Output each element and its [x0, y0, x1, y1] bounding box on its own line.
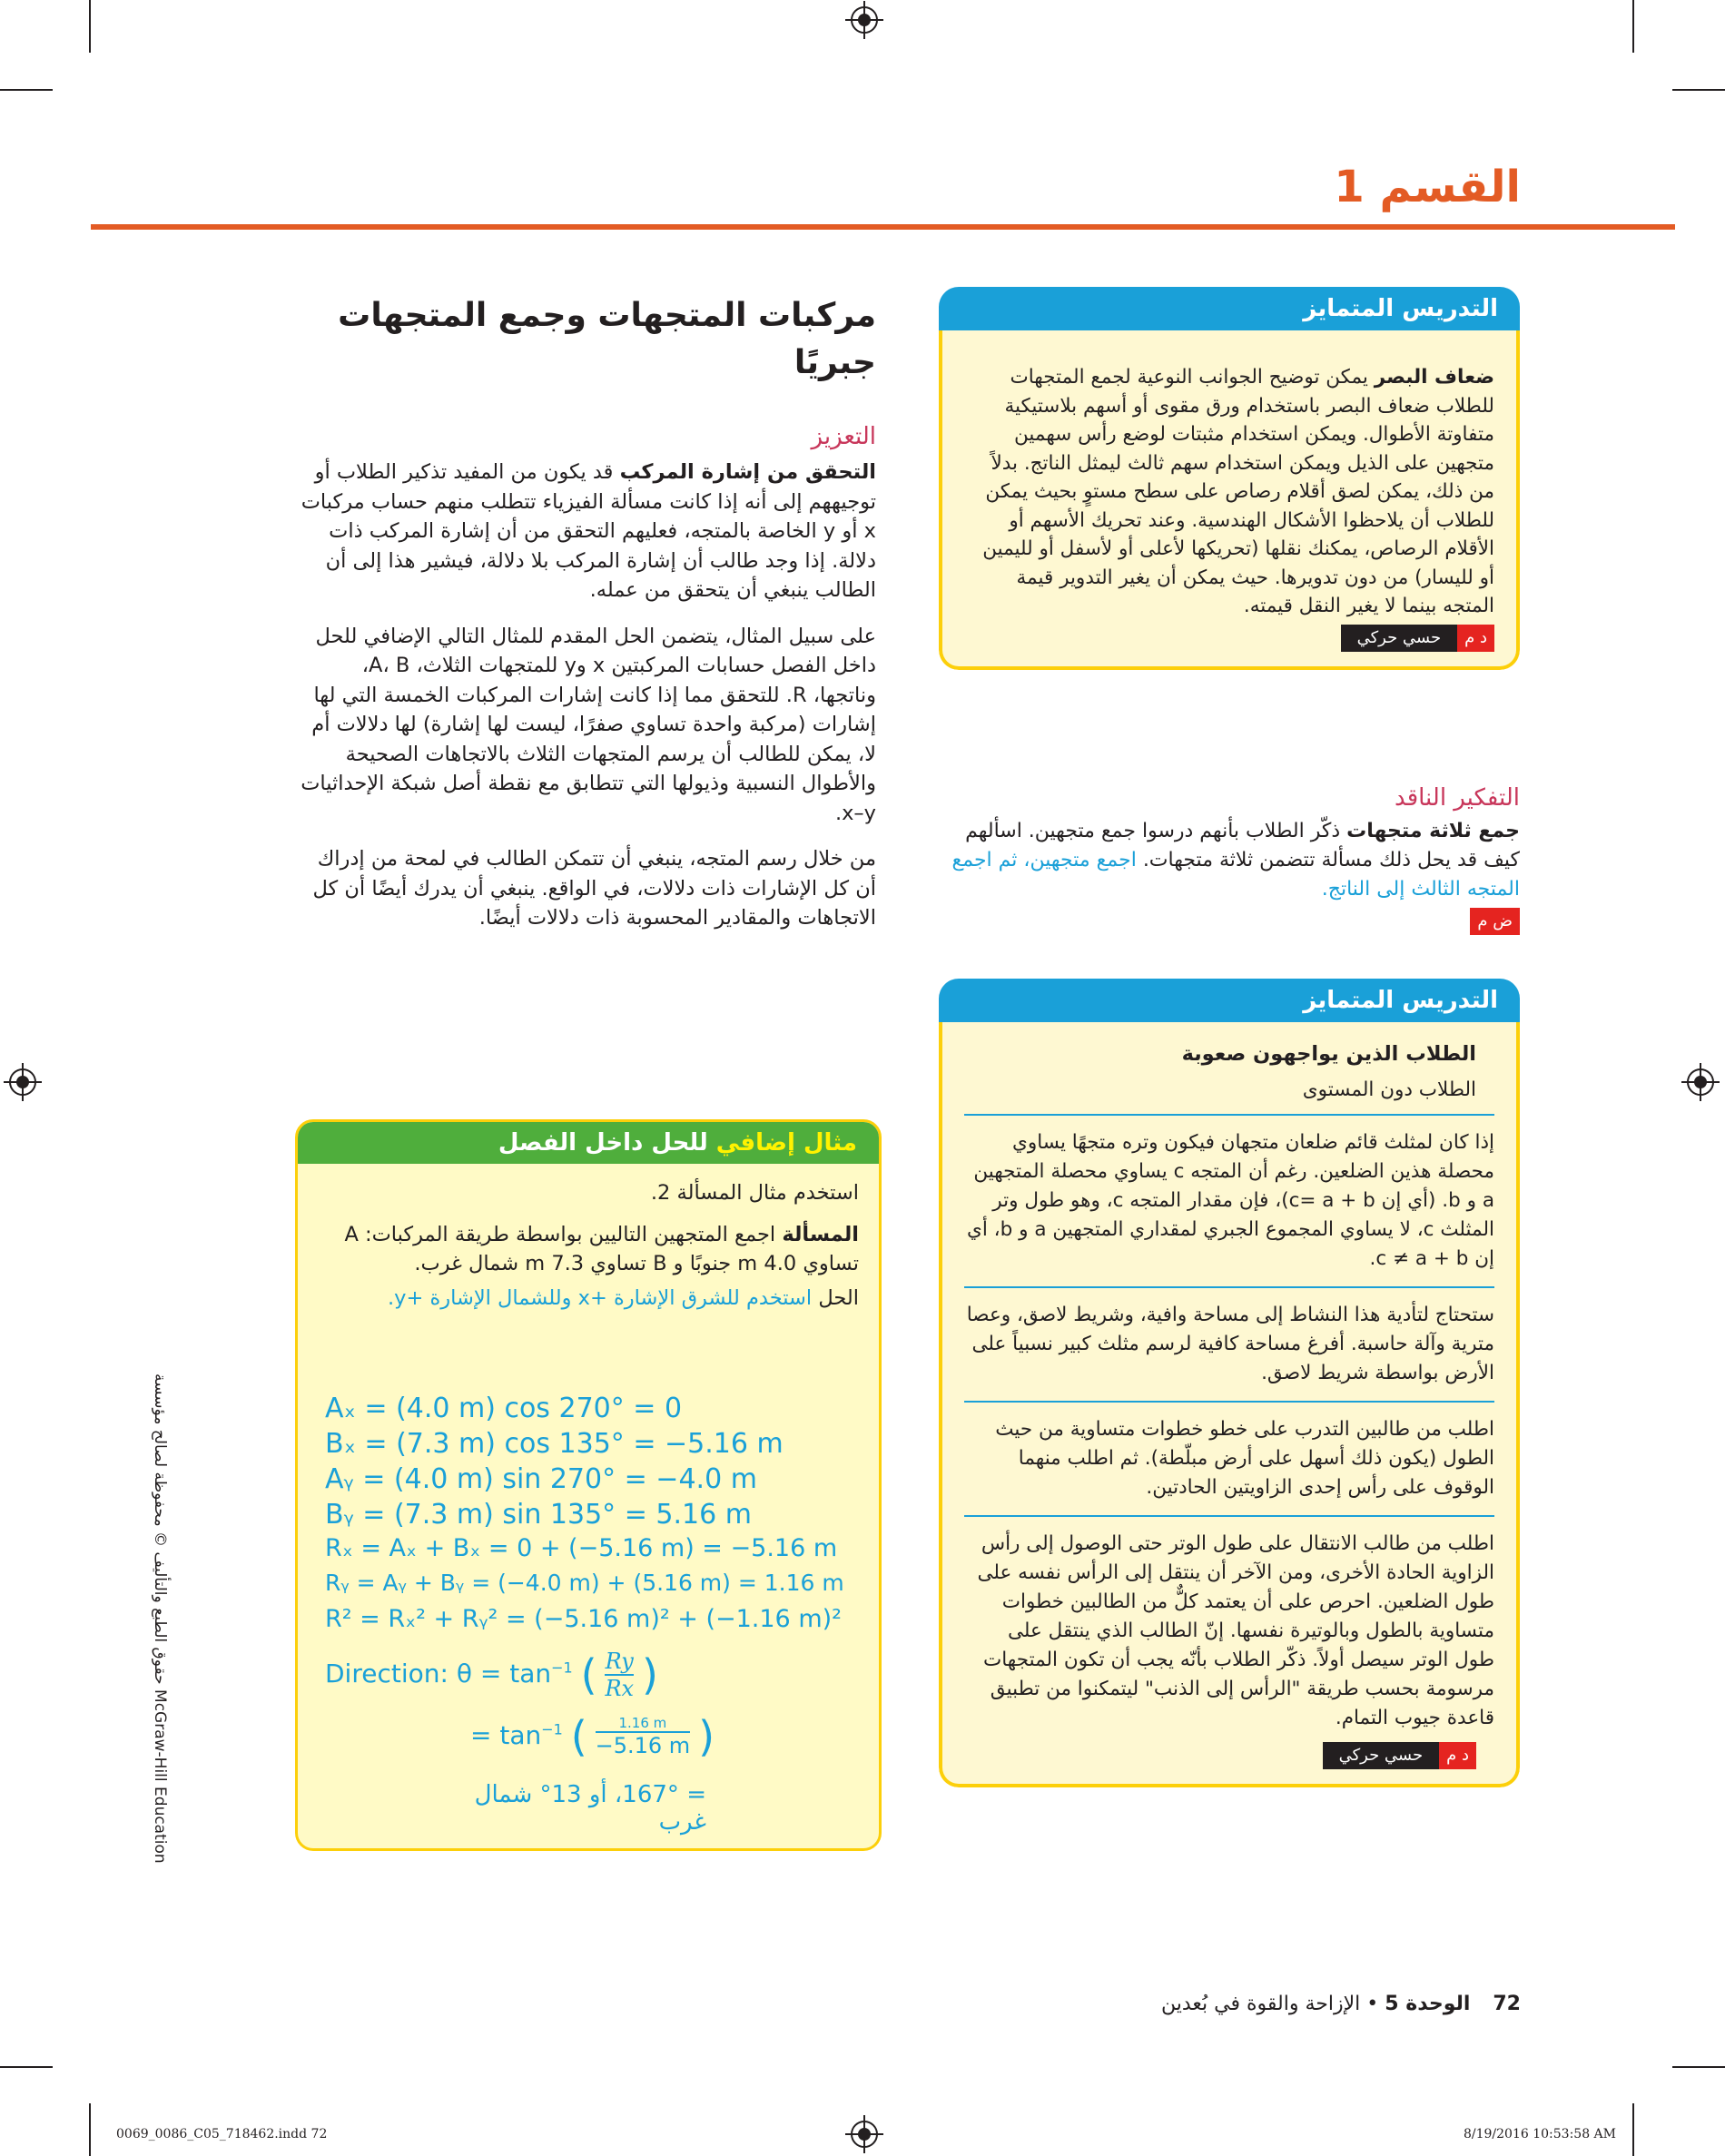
- equation-line: Rₓ = Aₓ + Bₓ = 0 + (−5.16 m) = −5.16 m: [325, 1534, 838, 1562]
- differentiated-box: [939, 979, 1520, 1787]
- slug-date: 8/19/2016 10:53:58 AM: [1463, 2127, 1616, 2141]
- problem-text: اجمع المتجهين التاليين بواسطة طريقة المركبات: A تساوي 4.0 m جنوبًا و B تساوي 7.3 m شمال غرب.: [344, 1223, 859, 1275]
- section-rule: [91, 224, 1675, 230]
- fraction-denominator: −5.16 m: [595, 1733, 691, 1758]
- registration-mark-icon: [9, 1068, 36, 1096]
- solution-text: استخدم للشرق الإشارة +x وللشمال الإشارة +y.: [387, 1286, 813, 1310]
- divider: [964, 1286, 1494, 1288]
- registration-mark-icon: [851, 6, 878, 34]
- problem-label: المسألة: [782, 1223, 859, 1246]
- tan-prefix: = tan: [470, 1720, 542, 1750]
- unit-title: الإزاحة والقوة في بُعدين: [1161, 1993, 1361, 2015]
- reinforce-section: [295, 423, 876, 933]
- box-body: [939, 330, 1520, 670]
- fraction-numerator: Ry: [605, 1649, 634, 1674]
- divider: [964, 1114, 1494, 1116]
- diff1-text: يمكن توضيح الجوانب النوعية لجمع المتجهات للطلاب ضعاف البصر باستخدام ورق مقوى أو أسهم بلاستيكية متفاوتة الأطوال. ويمكن استخدام مثبتات لوضع رأس سهمين متجهين على الذيل ويمكن استخدام سهم ثالث ليمثل الناتج. بدلاً من ذلك، يمكن لصق أقلام رصاص على سطح مستوٍ بحيث يمكن للطلاب أن يلاحظوا الأشكال الهندسية. وعند تحريك الأسهم أو الأقلام الرصاص، يمكنك نقلها (تحريكها لأعلى أو لأسفل أو لليمين أو لليسار) من دون تدويرها. حيث يمكن أن يغير التدوير قيمة المتجه بينما لا يغير النقل قيمته.: [982, 366, 1494, 617]
- level-tag: ض م: [1470, 908, 1520, 935]
- registration-mark-icon: [851, 2121, 878, 2148]
- example-intro: استخدم مثال المسألة 2.: [650, 1181, 859, 1205]
- tan-equation: = $\tan^{-1}$ ( 1.16 m −5.16 m ): [470, 1712, 715, 1761]
- divider: [964, 1515, 1494, 1517]
- critical-bold-lead: جمع ثلاثة متجهات: [1346, 820, 1520, 842]
- level-tag: د م: [1439, 1742, 1476, 1769]
- diff2-paragraph: اطلب من طالب الانتقال على طول الوتر حتى الوصول إلى رأس الزاوية الحادة الأخرى، ومن الآخر أن ينتقل إلى الرأس نفسه على طول الضلعين. احرص على أن يعتمد كلٌّ من الطالبين خطوات متساوية بالطول وبالوتيرة نفسها. إنّ الطالب الذي ينتقل على طول الوتر سيصل أولاً. ذكّر الطلاب بأنّه يجب أن تكون المتجهات مرسومة بحسب طريقة "الرأس إلى الذنب" ليتمكنوا من تطبيق قاعدة جيوب التمام.: [977, 1532, 1494, 1729]
- crop-mark: [0, 2066, 53, 2068]
- result-line: = 167°، أو 13° شمال غرب: [474, 1781, 706, 1836]
- diff1-bold-lead: ضعاف البصر: [1374, 366, 1494, 389]
- crop-mark: [89, 0, 91, 53]
- diff2-paragraph: إذا كان لمثلث قائم ضلعان متجهان فيكون وتره متجهًا يساوي محصلة هذين الضلعين. رغم أن المتجه c يساوي محصلة المتجهين a و b. (أي إن c= a + b)، فإن مقدار المتجه c، وهو طول وتر المثلث c، لا يساوي المجموع الجبري لمقداري المتجهين a و b، أي إن c ≠ a + b.: [967, 1131, 1494, 1270]
- fraction-denominator: Rx: [605, 1676, 635, 1701]
- copyright-credit: حقوق الطبع والتأليف © محفوظة لصالح مؤسسة McGraw-Hill Education: [151, 1373, 169, 1864]
- footer-bullet: •: [1366, 1993, 1379, 2015]
- reinforce-paragraph: على سبيل المثال، يتضمن الحل المقدم للمثال التالي الإضافي للحل داخل الفصل حسابات المركبتين x وy للمتجهات الثلاث، A، B، وناتجها، R. للتحقق مما إذا كانت إشارات المركبات الخمسة التي لها إشارات (مركبة واحدة تساوي صفرًا، ليست لها إشارة) لها دلالات أم لا، يمكن للطالب أن يرسم المتجهات الثلاث بالاتجاهات الصحيحة والأطوال النسبية وذيولها التي تتطابق مع نقطة أصل شبكة الإحداثيات x–y.: [301, 624, 876, 825]
- box-header: التدريس المتمايز: [939, 287, 1520, 330]
- equation-line: Aₓ = (4.0 m) cos 270° = 0: [325, 1393, 683, 1424]
- unit-label: الوحدة 5: [1385, 1993, 1471, 2015]
- example-header: [298, 1122, 879, 1164]
- tag-row: [964, 625, 1494, 652]
- crop-mark: [89, 2103, 91, 2156]
- equation-line: R² = Rₓ² + Rᵧ² = (−5.16 m)² + (−1.16 m)²: [325, 1605, 842, 1633]
- crop-mark: [1632, 2103, 1634, 2156]
- page-footer: [1161, 1993, 1521, 2015]
- reinforce-paragraph: [295, 458, 876, 605]
- critical-thinking: [939, 784, 1520, 935]
- lesson-title: مركبات المتجهات وجمع المتجهات جبريًا: [338, 297, 876, 381]
- diff2-paragraph: ستحتاج لتأدية هذا النشاط إلى مساحة وافية، وشريط لاصق، وعصا مترية وآلة حاسبة. أفرغ مساحة كافية لرسم مثلث كبير نسبياً على الأرض بواسطة شريط لاصق.: [966, 1304, 1494, 1384]
- style-tag: حسي حركي: [1323, 1742, 1440, 1769]
- example-header-highlight: مثال إضافي: [715, 1129, 857, 1157]
- diff2-paragraph: اطلب من طالبين التدرب على خطو خطوات متساوية من حيث الطول (يكون ذلك أسهل على أرض مبلّطة). ثم اطلب منهما الوقوف على رأس إحدى الزاويتين الحادتين.: [995, 1418, 1494, 1499]
- crop-mark: [0, 89, 53, 91]
- example-problem: [318, 1220, 859, 1278]
- critical-answer: اجمع متجهين، ثم اجمع المتجه الثالث إلى الناتج.: [951, 849, 1520, 901]
- example-box: [295, 1119, 882, 1851]
- critical-heading: التفكير الناقد: [1395, 784, 1520, 812]
- example-header-text: للحل داخل الفصل: [498, 1129, 708, 1157]
- divider: [964, 1401, 1494, 1403]
- equation-line: Aᵧ = (4.0 m) sin 270° = −4.0 m: [325, 1463, 757, 1495]
- box-body: [939, 1022, 1520, 1787]
- example-body: [298, 1164, 879, 1313]
- direction-equation: Direction: $\theta = \tan^{-1}$ ( $\frac{Ry}{Rx}$ ): [325, 1649, 658, 1701]
- solution-label: الحل: [818, 1286, 859, 1310]
- critical-paragraph: [939, 817, 1520, 904]
- reinforce-text: قد يكون من المفيد تذكير الطلاب أو توجيههم إلى أنه إذا كانت مسألة الفيزياء تتطلب منهم حساب مركبات x أو y الخاصة بالمتجه، فعليهم التحقق من أن إشارة المركب ذات دلالة. إذا وجد طالب أن إشارة المركب بلا دلالة، فيشير هذا إلى أن الطالب ينبغي أن يتحقق من عمله.: [301, 460, 876, 602]
- diff2-subtitle: الطلاب دون المستوى: [1302, 1078, 1476, 1101]
- style-tag: حسي حركي: [1341, 625, 1458, 652]
- page-number: 72: [1493, 1993, 1521, 2015]
- slug-file: 0069_0086_C05_718462.indd 72: [116, 2127, 328, 2141]
- equation-line: Bₓ = (7.3 m) cos 135° = −5.16 m: [325, 1428, 784, 1460]
- differentiated-box: [939, 287, 1520, 670]
- section-title: القسم 1: [1334, 162, 1521, 212]
- diff1-paragraph: [964, 363, 1494, 621]
- reinforce-heading: التعزيز: [811, 423, 876, 450]
- equation-line: Bᵧ = (7.3 m) sin 135° = 5.16 m: [325, 1499, 752, 1531]
- box-header: التدريس المتمايز: [939, 979, 1520, 1022]
- direction-label: Direction: θ = tan: [325, 1659, 552, 1688]
- example-solution: [318, 1284, 859, 1313]
- critical-text: ذكّر الطلاب بأنهم درسوا جمع متجهين. اسألهم كيف قد يحل ذلك مسألة تتضمن ثلاثة متجهات.: [965, 820, 1520, 871]
- reinforce-paragraph: من خلال رسم المتجه، ينبغي أن تتمكن الطالب في لمحة من إدراك أن كل الإشارات ذات دلالات، في الواقع. ينبغي أن يدرك أيضًا أن كل الاتجاهات والمقادير المحسوبة ذات دلالات أيضًا.: [312, 847, 876, 930]
- registration-mark-icon: [1687, 1068, 1714, 1096]
- tag-row: [964, 1742, 1476, 1769]
- reinforce-bold-lead: التحقق من إشارة المركب: [619, 460, 876, 484]
- fraction-numerator: 1.16 m: [596, 1715, 691, 1733]
- equation-line: Rᵧ = Aᵧ + Bᵧ = (−4.0 m) + (5.16 m) = 1.16 m: [325, 1570, 844, 1596]
- crop-mark: [1632, 0, 1634, 53]
- crop-mark: [1672, 2066, 1725, 2068]
- diff2-title: الطلاب الذين يواجهون صعوبة: [1181, 1042, 1476, 1066]
- level-tag: د م: [1457, 625, 1494, 652]
- crop-mark: [1672, 89, 1725, 91]
